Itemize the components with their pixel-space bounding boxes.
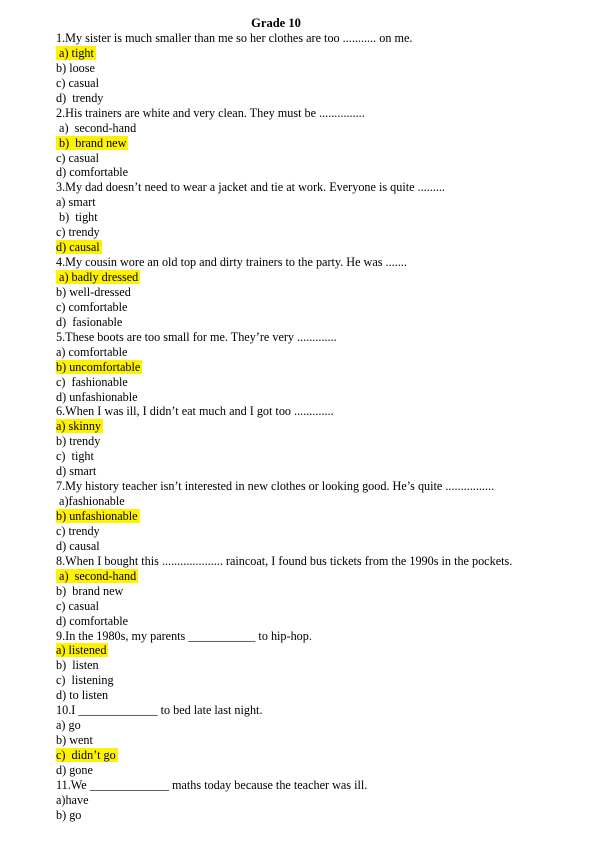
answer-option	[56, 434, 576, 449]
option-label: b) unfashionable	[56, 509, 138, 523]
answer-option	[56, 375, 576, 390]
question-text: 9.In the 1980s, my parents ___________ to hip-hop.	[56, 628, 312, 643]
question-text: 8.When I bought this .................... raincoat, I found bus tickets from the 1990s in the pockets.	[56, 553, 513, 568]
question-text: 11.We _____________ maths today because the teacher was ill.	[56, 777, 368, 792]
option-label: a) go	[56, 718, 81, 733]
option-label: c) trendy	[56, 523, 100, 538]
answer-option	[56, 464, 576, 479]
option-label: c) casual	[56, 75, 99, 90]
answer-option	[56, 614, 576, 629]
option-label: d) gone	[56, 762, 93, 777]
option-label: a) second-hand	[56, 120, 137, 135]
answer-option	[56, 151, 576, 166]
option-label: b) go	[56, 807, 82, 822]
answer-option	[56, 225, 576, 240]
answer-option	[56, 763, 576, 778]
option-label: c) didn’t go	[56, 748, 116, 762]
option-label: c) comfortable	[56, 299, 128, 314]
answer-option	[56, 494, 576, 509]
option-label: d) trendy	[56, 90, 104, 105]
answer-option	[56, 793, 576, 808]
answer-option	[56, 345, 576, 360]
question-text: 1.My sister is much smaller than me so her clothes are too ........... on me.	[56, 31, 413, 45]
question-text: 4.My cousin wore an old top and dirty trainers to the party. He was .......	[56, 255, 407, 270]
option-label: a) badly dressed	[56, 270, 139, 284]
answer-option	[56, 300, 576, 315]
option-label: d) unfashionable	[56, 389, 138, 404]
answer-option	[56, 165, 576, 180]
question-text: 5.These boots are too small for me. They’re very .............	[56, 329, 337, 344]
answer-option	[56, 76, 576, 91]
answer-option	[56, 390, 576, 405]
option-label: a) comfortable	[56, 344, 128, 359]
answer-option	[56, 210, 576, 225]
option-label: b) went	[56, 733, 93, 748]
option-label: d) to listen	[56, 688, 109, 703]
answer-option-highlighted	[56, 419, 576, 434]
answer-option	[56, 539, 576, 554]
answer-option	[56, 195, 576, 210]
answer-option	[56, 524, 576, 539]
option-label: b) uncomfortable	[56, 359, 141, 374]
option-label: c) casual	[56, 150, 99, 165]
answer-option-highlighted	[56, 270, 576, 285]
option-label: c) casual	[56, 598, 99, 613]
question-list	[56, 31, 576, 823]
option-label: c) trendy	[56, 225, 100, 240]
option-label: a)fashionable	[56, 494, 125, 509]
answer-option	[56, 61, 576, 76]
option-label: b) brand new	[56, 583, 124, 598]
option-label: c) listening	[56, 673, 114, 688]
option-label: a) tight	[56, 45, 94, 60]
answer-option	[56, 121, 576, 136]
option-label: c) tight	[56, 449, 94, 464]
option-label: d) smart	[56, 464, 97, 479]
question-text: 2.His trainers are white and very clean. They must be ...............	[56, 105, 365, 120]
answer-option	[56, 658, 576, 673]
option-label: c) fashionable	[56, 374, 128, 389]
answer-option	[56, 285, 576, 300]
option-label: a) smart	[56, 195, 96, 210]
answer-option	[56, 733, 576, 748]
answer-option-highlighted	[56, 46, 576, 61]
option-label: b) listen	[56, 658, 99, 673]
answer-option	[56, 808, 576, 823]
answer-option	[56, 599, 576, 614]
option-label: b) well-dressed	[56, 284, 131, 299]
answer-option	[56, 673, 576, 688]
worksheet	[56, 15, 576, 823]
answer-option	[56, 584, 576, 599]
answer-option-highlighted	[56, 360, 576, 375]
option-label: b) loose	[56, 60, 95, 75]
option-label: d) comfortable	[56, 165, 129, 180]
answer-option-highlighted	[56, 748, 576, 763]
question-text: 7.My history teacher isn’t interested in new clothes or looking good. He’s quite ................	[56, 479, 495, 494]
answer-option-highlighted	[56, 136, 576, 151]
option-label: d) comfortable	[56, 613, 129, 628]
option-label: d) causal	[56, 240, 100, 255]
option-label: b) brand new	[56, 135, 127, 150]
option-label: d) fasionable	[56, 314, 123, 329]
answer-option	[56, 315, 576, 330]
option-label: a) second-hand	[56, 568, 137, 583]
question-text: 6.When I was ill, I didn’t eat much and I got too .............	[56, 404, 334, 419]
question-text: 10.I _____________ to bed late last night.	[56, 703, 263, 718]
answer-option	[56, 449, 576, 464]
option-label: b) trendy	[56, 434, 101, 449]
answer-option-highlighted	[56, 509, 576, 524]
answer-option	[56, 718, 576, 733]
option-label: b) tight	[56, 210, 98, 225]
answer-option-highlighted	[56, 240, 576, 255]
answer-option	[56, 688, 576, 703]
question-text: 3.My dad doesn’t need to wear a jacket and tie at work. Everyone is quite .........	[56, 180, 445, 195]
answer-option-highlighted	[56, 643, 576, 658]
answer-option-highlighted	[56, 569, 576, 584]
option-label: d) causal	[56, 538, 100, 553]
option-label: a)have	[56, 792, 89, 807]
option-label: a) listened	[56, 643, 107, 658]
option-label: a) skinny	[56, 419, 102, 434]
answer-option	[56, 91, 576, 106]
page-title: Grade 10	[251, 16, 301, 30]
